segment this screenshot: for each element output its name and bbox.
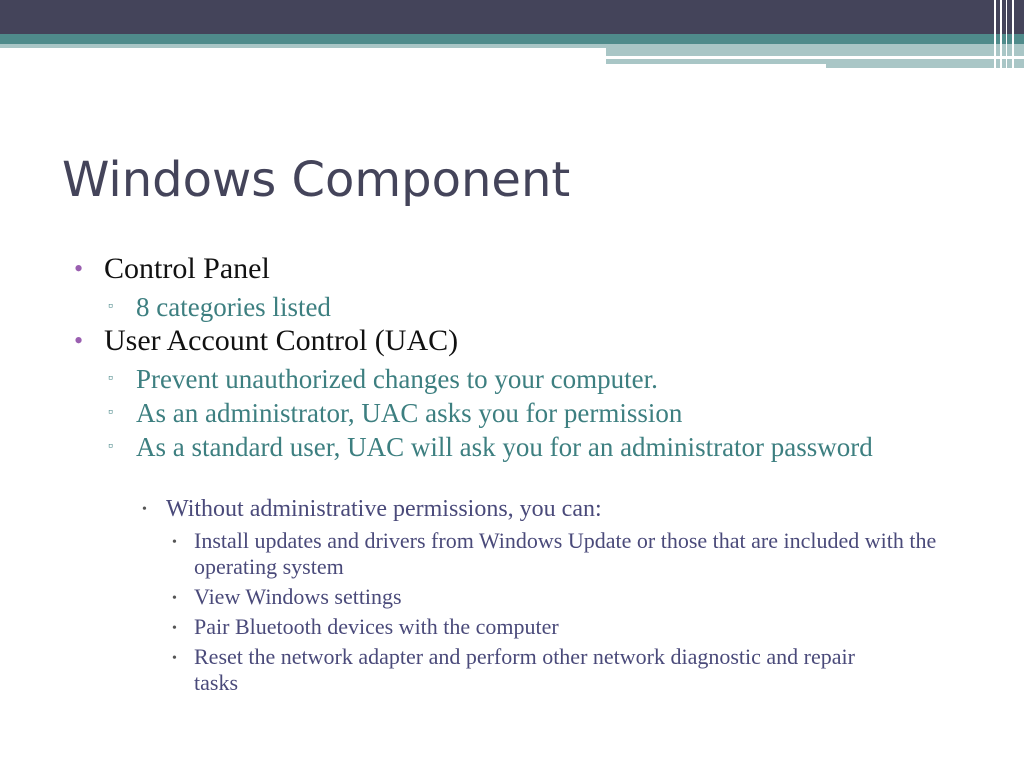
- bullet-text: View Windows settings: [194, 584, 402, 609]
- bullet-text: Control Panel: [104, 252, 270, 285]
- level4-bullet-item: [172, 614, 559, 640]
- bullet-text: Reset the network adapter and perform other network diagnostic and repair tasks: [194, 644, 855, 695]
- bullet-text: User Account Control (UAC): [104, 324, 459, 357]
- bullet-text: As an administrator, UAC asks you for permission: [136, 398, 683, 428]
- bullet-text: Without administrative permissions, you can:: [166, 496, 602, 522]
- bullet-dot-icon: •: [74, 326, 84, 355]
- small-dot-icon: •: [142, 502, 147, 517]
- square-bullet-icon: ▫: [108, 439, 113, 454]
- bullet-item: [74, 252, 270, 286]
- bullet-text: 8 categories listed: [136, 292, 331, 322]
- level4-bullet-item: [172, 644, 874, 696]
- header-band-light-right: [606, 44, 1024, 56]
- small-dot-icon: •: [172, 621, 177, 636]
- small-dot-icon: •: [172, 651, 177, 666]
- small-dot-icon: •: [172, 591, 177, 606]
- bullet-text: Pair Bluetooth devices with the computer: [194, 614, 559, 639]
- slide-title: Windows Component: [62, 152, 571, 208]
- square-bullet-icon: ▫: [108, 405, 113, 420]
- sub-bullet-item: [108, 432, 956, 462]
- bullet-text: As a standard user, UAC will ask you for an administrator password: [136, 432, 873, 462]
- header-band-dark: [0, 0, 1024, 34]
- header-band-teal: [0, 34, 1024, 44]
- square-bullet-icon: ▫: [108, 371, 113, 386]
- bullet-text: Prevent unauthorized changes to your computer.: [136, 364, 658, 394]
- sub-bullet-item: [108, 364, 658, 394]
- bullet-text: Install updates and drivers from Windows Update or those that are included with the operating system: [194, 528, 937, 579]
- header-band-light-2: [606, 59, 826, 64]
- header-vertical-stripes: [990, 0, 1024, 68]
- sub-sub-bullet-item: [142, 496, 602, 523]
- header-band-light: [0, 44, 606, 48]
- level4-bullet-item: [172, 528, 974, 580]
- small-dot-icon: •: [172, 535, 177, 550]
- sub-bullet-item: [108, 398, 683, 428]
- level4-bullet-item: [172, 584, 402, 610]
- square-bullet-icon: ▫: [108, 299, 113, 314]
- bullet-dot-icon: •: [74, 254, 84, 283]
- sub-bullet-item: [108, 292, 331, 322]
- bullet-item: [74, 324, 459, 358]
